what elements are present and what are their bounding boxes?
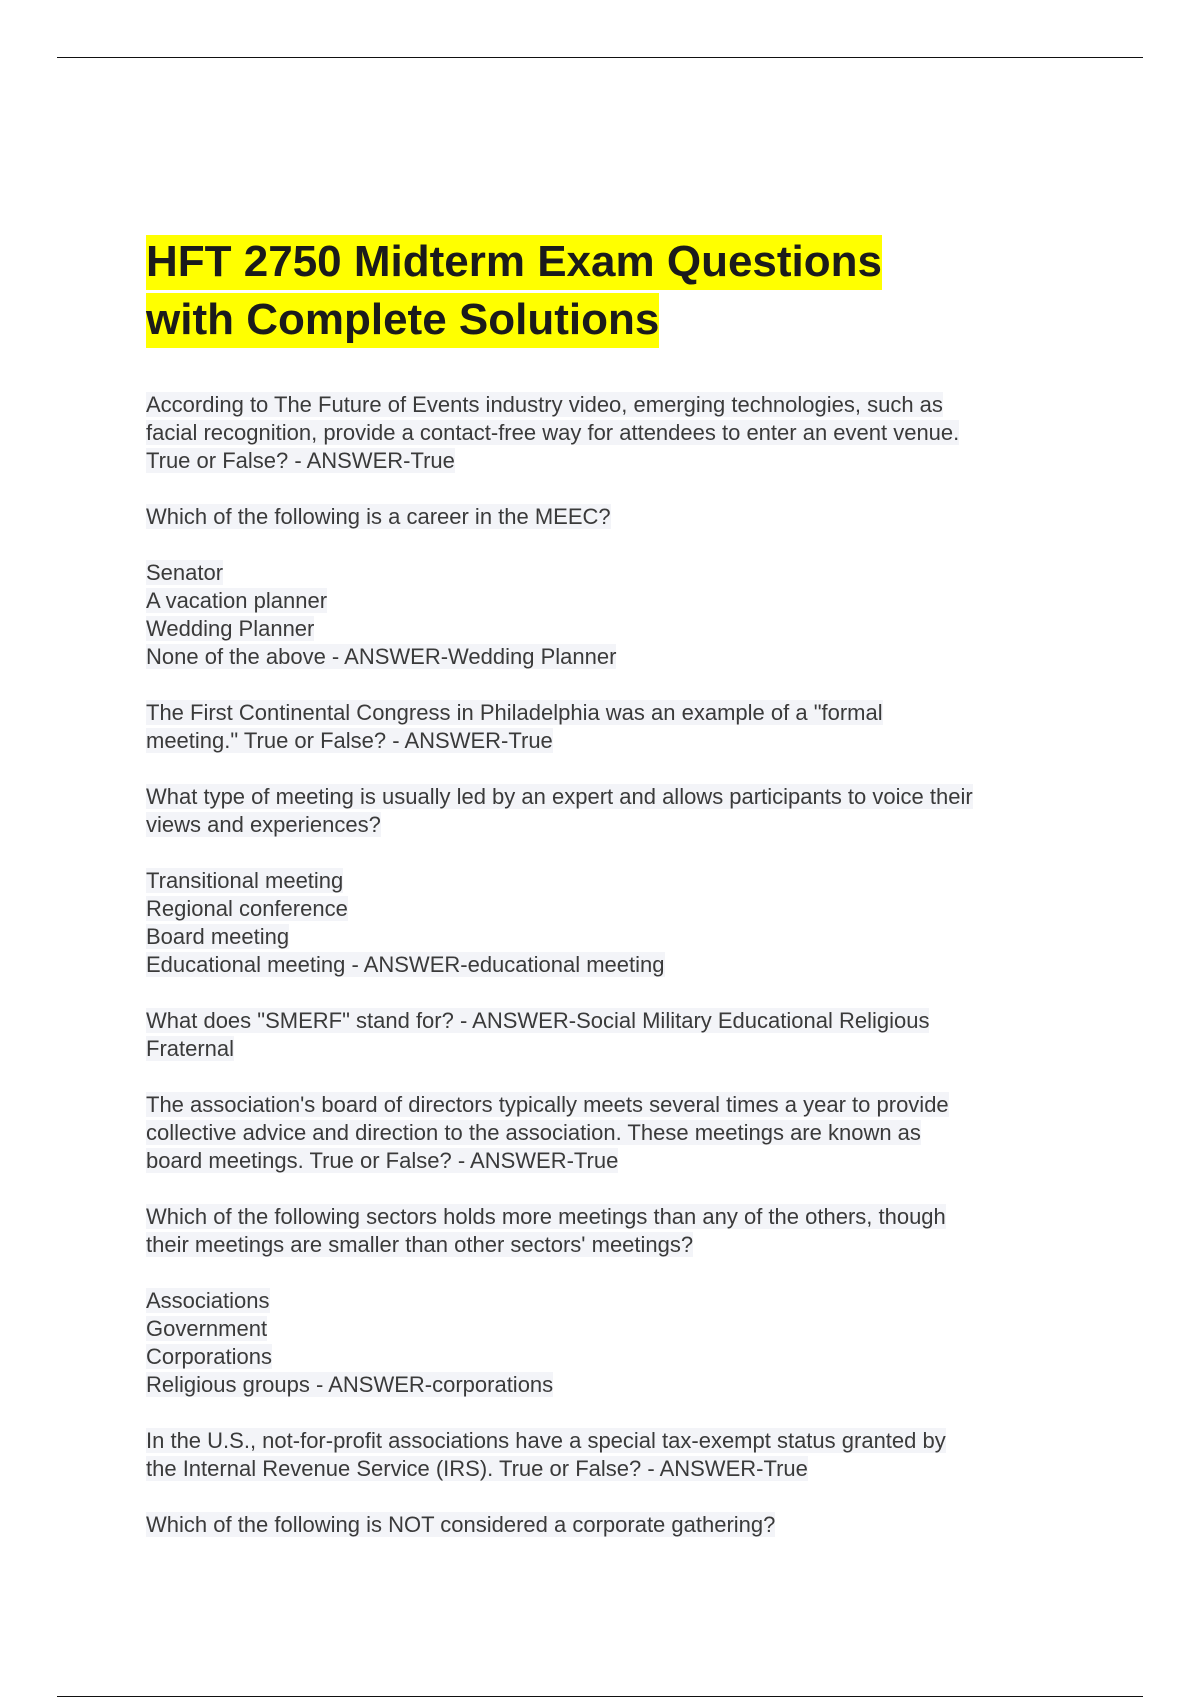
paragraph-11: [146, 1427, 1086, 1483]
paragraph-3: [146, 559, 1086, 671]
paragraph-text: Which of the following sectors holds more meetings than any of the others, though their meetings are smaller than other sectors' meetings?: [146, 1204, 946, 1257]
title-line-2: with Complete Solutions: [146, 293, 659, 348]
paragraph-text: Associations Government Corporations Religious groups - ANSWER-corporations: [146, 1288, 554, 1397]
paragraph-text: Which of the following is a career in the MEEC?: [146, 504, 611, 529]
paragraph-2: [146, 503, 1086, 531]
paragraph-text: The association's board of directors typically meets several times a year to provide collective advice and direction to the association. These meetings are known as board meetings. True or False? - ANSWER-True: [146, 1092, 949, 1173]
paragraph-text: Which of the following is NOT considered a corporate gathering?: [146, 1512, 776, 1537]
paragraph-text: What type of meeting is usually led by an expert and allows participants to voice their views and experiences?: [146, 784, 973, 837]
paragraph-1: [146, 391, 1086, 475]
paragraph-8: [146, 1091, 1086, 1175]
paragraph-4: [146, 699, 1086, 755]
paragraph-6: [146, 867, 1086, 979]
document-title: [146, 233, 1086, 349]
paragraph-12: [146, 1511, 1086, 1539]
title-line-1: HFT 2750 Midterm Exam Questions: [146, 235, 882, 290]
paragraph-10: [146, 1287, 1086, 1399]
paragraph-9: [146, 1203, 1086, 1259]
bottom-divider: [57, 1696, 1143, 1697]
paragraph-text: The First Continental Congress in Philadelphia was an example of a "formal meeting." True or False? - ANSWER-True: [146, 700, 883, 753]
paragraph-text: Senator A vacation planner Wedding Planner None of the above - ANSWER-Wedding Planner: [146, 560, 617, 669]
paragraph-5: [146, 783, 1086, 839]
paragraph-text: In the U.S., not-for-profit associations have a special tax-exempt status granted by the Internal Revenue Service (IRS). True or False? - ANSWER-True: [146, 1428, 946, 1481]
paragraph-text: What does "SMERF" stand for? - ANSWER-Social Military Educational Religious Fraternal: [146, 1008, 930, 1061]
paragraph-text: Transitional meeting Regional conference Board meeting Educational meeting - ANSWER-educational meeting: [146, 868, 665, 977]
top-divider: [57, 57, 1143, 58]
paragraph-text: According to The Future of Events industry video, emerging technologies, such as facial recognition, provide a contact-free way for attendees to enter an event venue. True or False? - ANSWER-True: [146, 392, 960, 473]
document-body: [146, 233, 1086, 1567]
paragraph-7: [146, 1007, 1086, 1063]
